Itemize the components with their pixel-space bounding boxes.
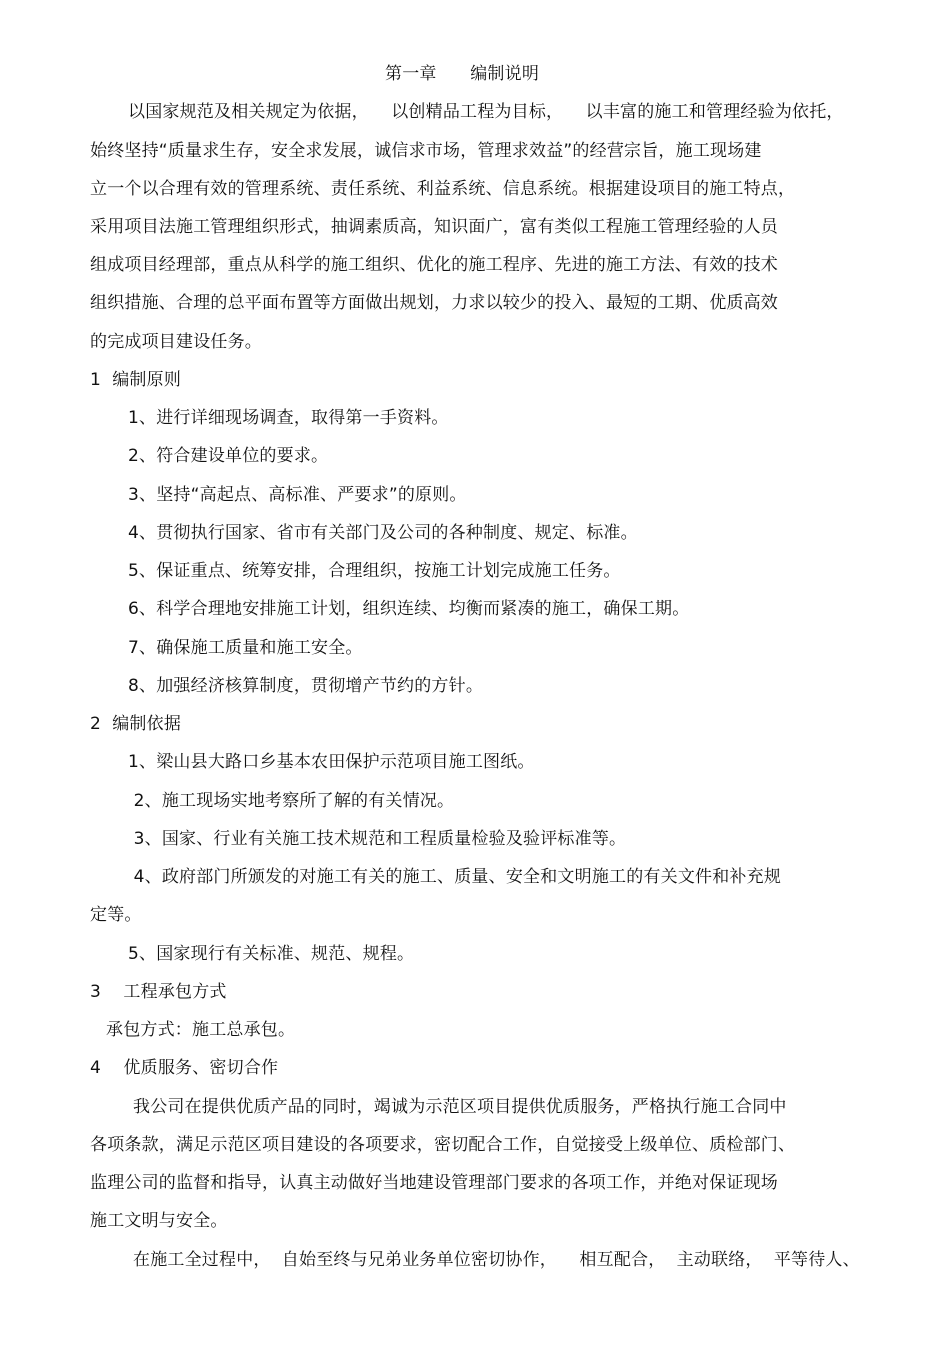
paragraph-line: 我公司在提供优质产品的同时，竭诚为示范区项目提供优质服务，严格执行施工合同中 [133, 1097, 787, 1117]
section-heading: 4 优质服务、密切合作 [90, 1058, 279, 1078]
paragraph-line: 监理公司的监督和指导，认真主动做好当地建设管理部门要求的各项工作，并绝对保证现场 [90, 1173, 778, 1193]
intro-line: 始终坚持“质量求生存，安全求发展，诚信求市场，管理求效益”的经营宗旨，施工现场建 [90, 141, 762, 161]
list-item: 7、确保施工质量和施工安全。 [128, 638, 363, 658]
list-item: 6、科学合理地安排施工计划，组织连续、均衡而紧凑的施工，确保工期。 [128, 599, 690, 619]
section-heading: 1 编制原则 [90, 370, 182, 390]
list-item: 1、进行详细现场调查，取得第一手资料。 [128, 408, 449, 428]
intro-line: 采用项目法施工管理组织形式，抽调素质高，知识面广，富有类似工程施工管理经验的人员 [90, 217, 778, 237]
section-text: 承包方式：施工总承包。 [106, 1020, 296, 1040]
list-item: 3、国家、行业有关施工技术规范和工程质量检验及验评标准等。 [128, 829, 627, 849]
paragraph-line: 施工文明与安全。 [90, 1211, 228, 1231]
section-heading: 3 工程承包方式 [90, 982, 227, 1002]
intro-line: 组织措施、合理的总平面布置等方面做出规划，力求以较少的投入、最短的工期、优质高效 [90, 293, 778, 313]
paragraph-line: 各项条款，满足示范区项目建设的各项要求，密切配合工作，自觉接受上级单位、质检部门、 [90, 1135, 796, 1155]
list-item: 1、梁山县大路口乡基本农田保护示范项目施工图纸。 [128, 752, 535, 772]
list-item: 8、加强经济核算制度，贯彻增产节约的方针。 [128, 676, 484, 696]
list-item: 3、坚持“高起点、高标准、严要求”的原则。 [128, 485, 467, 505]
intro-line: 的完成项目建设任务。 [90, 332, 262, 352]
list-item: 2、符合建设单位的要求。 [128, 446, 329, 466]
chapter-title: 第一章 编制说明 [385, 64, 540, 84]
section-heading: 2 编制依据 [90, 714, 182, 734]
intro-line: 立一个以合理有效的管理系统、责任系统、利益系统、信息系统。根据建设项目的施工特点， [90, 179, 796, 199]
intro-line: 以国家规范及相关规定为依据， 以创精品工程为目标， 以丰富的施工和管理经验为依托， [128, 102, 844, 122]
list-item: 5、国家现行有关标准、规范、规程。 [128, 944, 415, 964]
list-item-continuation: 定等。 [90, 905, 142, 925]
list-item: 2、施工现场实地考察所了解的有关情况。 [128, 791, 455, 811]
list-item: 4、贯彻执行国家、省市有关部门及公司的各种制度、规定、标准。 [128, 523, 638, 543]
paragraph-line: 在施工全过程中， 自始至终与兄弟业务单位密切协作， 相互配合， 主动联络， 平等待人、 [133, 1250, 860, 1270]
list-item: 5、保证重点、统筹安排，合理组织，按施工计划完成施工任务。 [128, 561, 621, 581]
intro-line: 组成项目经理部，重点从科学的施工组织、优化的施工程序、先进的施工方法、有效的技术 [90, 255, 778, 275]
list-item: 4、政府部门所颁发的对施工有关的施工、质量、安全和文明施工的有关文件和补充规 [128, 867, 782, 887]
